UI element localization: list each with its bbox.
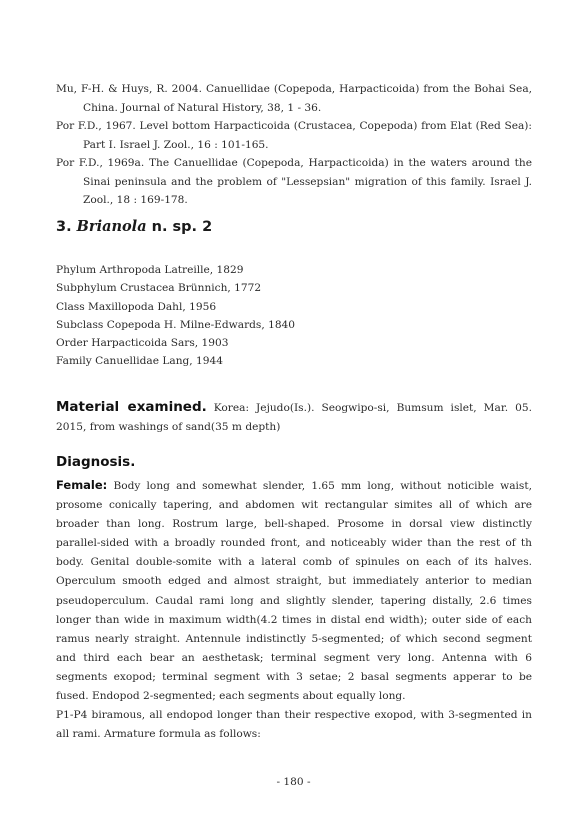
material-examined bbox=[56, 398, 532, 437]
reference-entry: Mu, F-H. & Huys, R. 2004. Canuellidae (Copepoda, Harpacticoida) from the Bohai Sea, China. Journal of Natural History, 38, 1 - 36. bbox=[56, 83, 532, 114]
female-text: Body long and somewhat slender, 1.65 mm long, without noticible waist, prosome conically tapering, and abdomen wit rectangular simites all of which are broader than long. Rostrum large, bell-shaped. Prosome in dorsal view distinctly parallel-sided with a broadly rounded front, and noticeably wider than the rest of th body. Genital double-somite with a lateral comb of spinules on each of its halves. Operculum smooth edged and almost straight, but immediately anterior to median pseudoperculum. Caudal rami long and slightly slender, tapering distally, 2.6 times longer than wide in maximum width(4.2 times in distal end width); outer side of each ramus nearly straight. Antennule indistinctly 5-segmented; of which second segment and third each bear an aesthetask; terminal segment very long. Antenna with 6 segments exopod; terminal segment with 3 setae; 2 basal segments apperar to be fused. Endopod 2-segmented; each segments about equally long. bbox=[56, 480, 532, 703]
taxonomy-subclass: Subclass Copepoda H. Milne-Edwards, 1840 bbox=[56, 318, 296, 331]
p1-p4-paragraph: P1-P4 biramous, all endopod longer than their respective exopod, with 3-segmented in all rami. Armature formula as follows: bbox=[56, 709, 532, 741]
female-paragraph bbox=[56, 476, 532, 706]
page-number: - 180 - bbox=[276, 776, 311, 788]
material-text: Korea: Jejudo(Is.). Seogwipo-si, Bumsum islet, Mar. 05. 2015, from washings of sand(35 m depth) bbox=[56, 402, 532, 433]
taxonomy-class: Class Maxillopoda Dahl, 1956 bbox=[56, 300, 217, 313]
female-label: Female: bbox=[56, 478, 108, 492]
taxonomy-family: Family Canuellidae Lang, 1944 bbox=[56, 355, 224, 368]
section-number: 3. bbox=[56, 219, 72, 235]
reference-entry: Por F.D., 1969a. The Canuellidae (Copepoda, Harpacticoida) in the waters around the Sinai peninsula and the problem of "Lessepsian" migration of this family. Israel J. Zool., 18 : 169-178. bbox=[56, 157, 532, 206]
diagnosis-body bbox=[56, 476, 532, 744]
section-title bbox=[56, 218, 212, 235]
material-label: Material examined. bbox=[56, 399, 207, 415]
diagnosis-heading: Diagnosis. bbox=[56, 454, 136, 470]
reference-list bbox=[56, 80, 532, 210]
taxonomy-subphylum: Subphylum Crustacea Brünnich, 1772 bbox=[56, 282, 262, 295]
taxonomy-list bbox=[56, 261, 295, 371]
taxonomy-order: Order Harpacticoida Sars, 1903 bbox=[56, 337, 229, 350]
taxonomy-phylum: Phylum Arthropoda Latreille, 1829 bbox=[56, 264, 244, 276]
reference-entry: Por F.D., 1967. Level bottom Harpacticoida (Crustacea, Copepoda) from Elat (Red Sea): Part I. Israel J. Zool., 16 : 101-165. bbox=[56, 120, 532, 151]
section-species: n. sp. 2 bbox=[151, 219, 213, 235]
section-genus: Brianola bbox=[76, 218, 147, 235]
